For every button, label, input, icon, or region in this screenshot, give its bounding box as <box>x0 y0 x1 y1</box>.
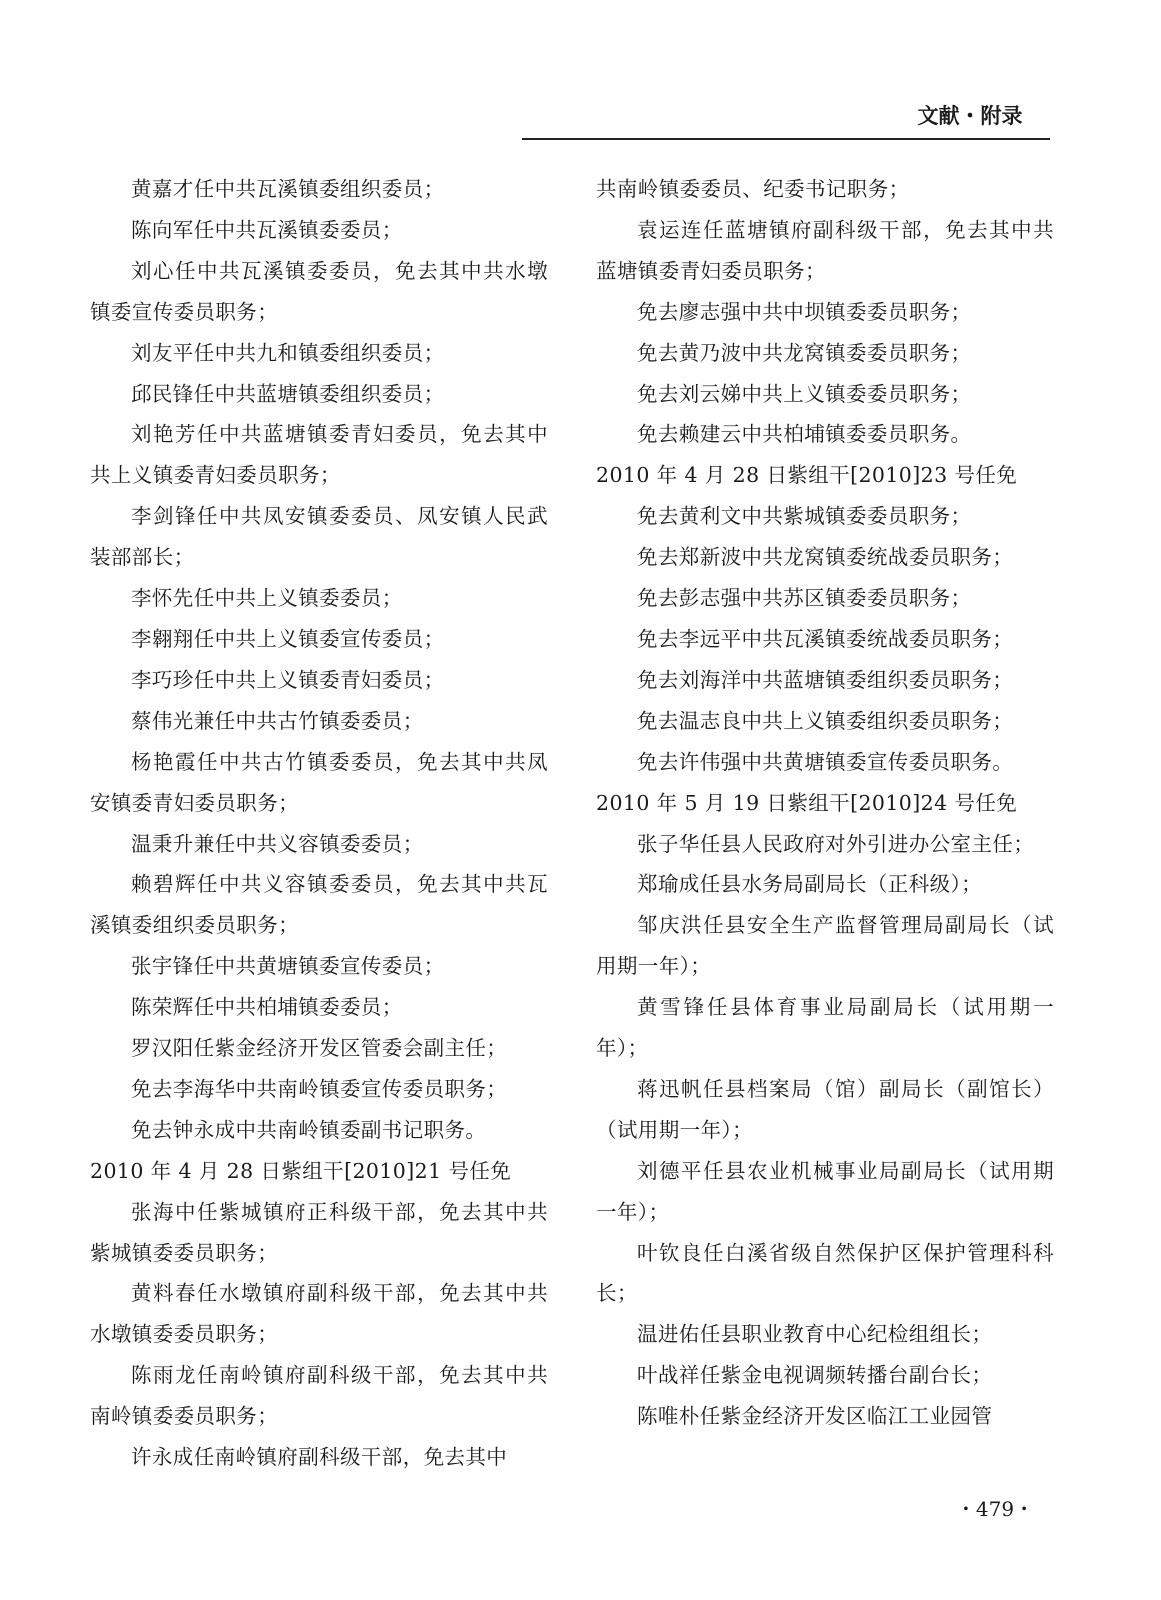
paragraph: 温秉升兼任中共义容镇委委员； <box>131 831 424 856</box>
paragraph: 黄料春任水墩镇府副科级干部，免去其中共水墩镇委委员职务； <box>90 1281 548 1347</box>
paragraph: 李巧珍任中共上义镇委青妇委员； <box>131 667 445 692</box>
paragraph: 免去彭志强中共苏区镇委委员职务； <box>637 586 972 611</box>
paragraph: 黄嘉才任中共瓦溪镇委组织委员； <box>131 177 445 201</box>
paragraph: 免去黄利文中共紫城镇委委员职务； <box>637 504 972 529</box>
left-text-column <box>90 169 548 1478</box>
paragraph: 袁运连任蓝塘镇府副科级干部，免去其中共蓝塘镇委青妇委员职务； <box>596 217 1054 283</box>
paragraph: 免去黄乃波中共龙窝镇委委员职务； <box>637 340 972 365</box>
page-number: ・479・ <box>955 1497 1035 1521</box>
paragraph: 免去刘云娣中共上义镇委委员职务； <box>637 381 972 406</box>
paragraph: 免去温志良中共上义镇委组织委员职务； <box>637 708 1014 733</box>
paragraph: 免去赖建云中共柏埔镇委委员职务。 <box>637 422 972 447</box>
right-text-column <box>596 169 1054 1437</box>
section-heading: 2010 年 4 月 28 日紫组干[2010]21 号任免 <box>90 1158 512 1183</box>
paragraph: 许永成任南岭镇府副科级干部，免去其中 <box>131 1445 508 1470</box>
paragraph: 赖碧辉任中共义容镇委委员，免去其中共瓦溪镇委组织委员职务； <box>90 872 548 938</box>
paragraph: 陈向军任中共瓦溪镇委委员； <box>131 217 403 242</box>
paragraph: 刘艳芳任中共蓝塘镇委青妇委员，免去其中共上义镇委青妇委员职务； <box>90 422 548 488</box>
paragraph: 刘友平任中共九和镇委组织委员； <box>131 340 445 365</box>
paragraph: 杨艳霞任中共古竹镇委委员，免去其中共凤安镇委青妇委员职务； <box>90 749 548 815</box>
paragraph: 罗汉阳任紫金经济开发区管委会副主任； <box>131 1036 508 1061</box>
running-header-title: 文献・附录 <box>917 104 1023 128</box>
paragraph: 免去李远平中共瓦溪镇委统战委员职务； <box>637 626 1014 651</box>
paragraph: 免去廖志强中共中坝镇委委员职务； <box>637 299 972 324</box>
paragraph: 张子华任县人民政府对外引进办公室主任； <box>637 831 1035 856</box>
paragraph: 陈荣辉任中共柏埔镇委委员； <box>131 995 403 1020</box>
paragraph: 叶战祥任紫金电视调频转播台副台长； <box>637 1363 993 1388</box>
paragraph: 张海中任紫城镇府正科级干部，免去其中共紫城镇委委员职务； <box>90 1199 548 1265</box>
paragraph: 蒋迅帆任县档案局（馆）副局长（副馆长）（试用期一年）； <box>596 1076 1054 1142</box>
paragraph: 陈唯朴任紫金经济开发区临江工业园管 <box>637 1404 993 1429</box>
paragraph: 邱民锋任中共蓝塘镇委组织委员； <box>131 381 445 406</box>
paragraph: 李怀先任中共上义镇委委员； <box>131 586 403 611</box>
paragraph: 李翱翔任中共上义镇委宣传委员； <box>131 626 445 651</box>
paragraph: 陈雨龙任南岭镇府副科级干部，免去其中共南岭镇委委员职务； <box>90 1363 548 1429</box>
section-heading: 2010 年 5 月 19 日紫组干[2010]24 号任免 <box>596 790 1018 815</box>
paragraph: 郑瑜成任县水务局副局长（正科级）； <box>637 872 983 897</box>
paragraph: 张宇锋任中共黄塘镇委宣传委员； <box>131 954 445 979</box>
section-heading: 共南岭镇委委员、纪委书记职务； <box>596 177 910 201</box>
paragraph: 刘心任中共瓦溪镇委委员，免去其中共水墩镇委宣传委员职务； <box>90 258 548 324</box>
paragraph: 免去李海华中共南岭镇委宣传委员职务； <box>131 1076 508 1101</box>
paragraph: 免去钟永成中共南岭镇委副书记职务。 <box>131 1117 487 1142</box>
paragraph: 免去许伟强中共黄塘镇委宣传委员职务。 <box>637 749 1014 774</box>
section-heading: 2010 年 4 月 28 日紫组干[2010]23 号任免 <box>596 463 1018 488</box>
paragraph: 刘德平任县农业机械事业局副局长（试用期一年）； <box>596 1158 1054 1224</box>
paragraph: 免去郑新波中共龙窝镇委统战委员职务； <box>637 545 1014 570</box>
paragraph: 免去刘海洋中共蓝塘镇委组织委员职务； <box>637 667 1014 692</box>
paragraph: 蔡伟光兼任中共古竹镇委委员； <box>131 708 424 733</box>
paragraph: 叶钦良任白溪省级自然保护区保护管理科科长； <box>596 1240 1054 1306</box>
paragraph: 李剑锋任中共凤安镇委委员、凤安镇人民武装部部长； <box>90 504 548 570</box>
paragraph: 黄雪锋任县体育事业局副局长（试用期一年）； <box>596 995 1054 1061</box>
paragraph: 温进佑任县职业教育中心纪检组组长； <box>637 1322 993 1347</box>
header-rule <box>522 138 1050 140</box>
paragraph: 邹庆洪任县安全生产监督管理局副局长（试用期一年）； <box>596 913 1054 979</box>
